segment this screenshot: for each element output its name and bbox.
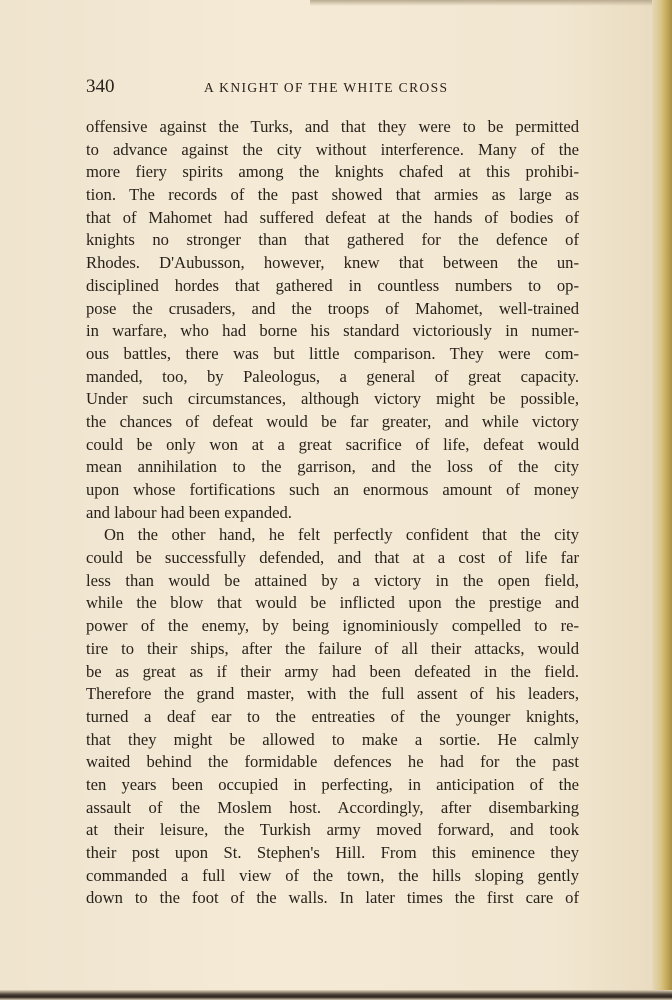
text-line: mean annihilation to the garrison, and the loss of the city bbox=[86, 457, 579, 477]
text-line: disciplined hordes that gathered in countless numbers to op- bbox=[86, 275, 579, 295]
page-number: 340 bbox=[86, 76, 115, 97]
text-line: tire to their ships, after the failure of all their attacks, would bbox=[86, 638, 579, 658]
text-line: power of the enemy, by being ignominiously compelled to re- bbox=[86, 616, 579, 636]
text-line: commanded a full view of the town, the hills sloping gently bbox=[86, 865, 579, 885]
text-line: ten years been occupied in perfecting, in anticipation of the bbox=[86, 774, 579, 794]
text-line: at their leisure, the Turkish army moved forward, and took bbox=[86, 820, 579, 840]
page-edge-right bbox=[652, 0, 672, 1000]
text-line: assault of the Moslem host. Accordingly, after disembarking bbox=[86, 797, 579, 817]
text-line: offensive against the Turks, and that they were to be permitted bbox=[86, 117, 579, 136]
text-line: pose the crusaders, and the troops of Mahomet, well-trained bbox=[86, 298, 579, 318]
page-edge-bottom bbox=[0, 990, 672, 1000]
text-line: Under such circumstances, although victory might be possible, bbox=[86, 389, 579, 409]
text-line: tion. The records of the past showed that armies as large as bbox=[86, 185, 579, 205]
body-text bbox=[86, 116, 579, 910]
text-line: to advance against the city without interference. Many of the bbox=[86, 139, 579, 159]
text-line: waited behind the formidable defences he had for the past bbox=[86, 752, 579, 772]
text-line: that of Mahomet had suffered defeat at the hands of bodies of bbox=[86, 207, 579, 227]
text-line: knights no stronger than that gathered for the defence of bbox=[86, 230, 579, 250]
text-line: upon whose fortifications such an enormous amount of money bbox=[86, 480, 579, 499]
text-line: ous battles, there was but little comparison. They were com- bbox=[86, 343, 579, 363]
page-header bbox=[86, 76, 586, 102]
text-line: turned a deaf ear to the entreaties of the younger knights, bbox=[86, 706, 579, 726]
text-line: that they might be allowed to make a sortie. He calmly bbox=[86, 729, 579, 749]
text-line: the chances of defeat would be far greater, and while victory bbox=[86, 411, 579, 431]
top-shadow bbox=[310, 0, 652, 6]
text-line: Therefore the grand master, with the full assent of his leaders, bbox=[86, 684, 579, 704]
text-line: could be successfully defended, and that at a cost of life far bbox=[86, 548, 579, 568]
text-line: and labour had been expanded. bbox=[86, 502, 292, 522]
text-line: On the other hand, he felt perfectly confident that the city bbox=[104, 525, 579, 545]
running-title: A KNIGHT OF THE WHITE CROSS bbox=[204, 80, 449, 95]
text-line: less than would be attained by a victory in the open field, bbox=[86, 570, 579, 590]
text-line: in warfare, who had borne his standard victoriously in numer- bbox=[86, 321, 579, 341]
text-line: manded, too, by Paleologus, a general of great capacity. bbox=[86, 366, 579, 386]
text-line: more fiery spirits among the knights chafed at this prohibi- bbox=[86, 162, 579, 182]
text-line: down to the foot of the walls. In later times the first care of bbox=[86, 888, 579, 908]
text-line: their post upon St. Stephen's Hill. From this eminence they bbox=[86, 843, 579, 862]
text-line: could be only won at a great sacrifice of life, defeat would bbox=[86, 434, 579, 454]
text-line: while the blow that would be inflicted upon the prestige and bbox=[86, 593, 579, 613]
text-line: be as great as if their army had been defeated in the field. bbox=[86, 661, 579, 681]
text-line: Rhodes. D'Aubusson, however, knew that between the un- bbox=[86, 253, 579, 273]
